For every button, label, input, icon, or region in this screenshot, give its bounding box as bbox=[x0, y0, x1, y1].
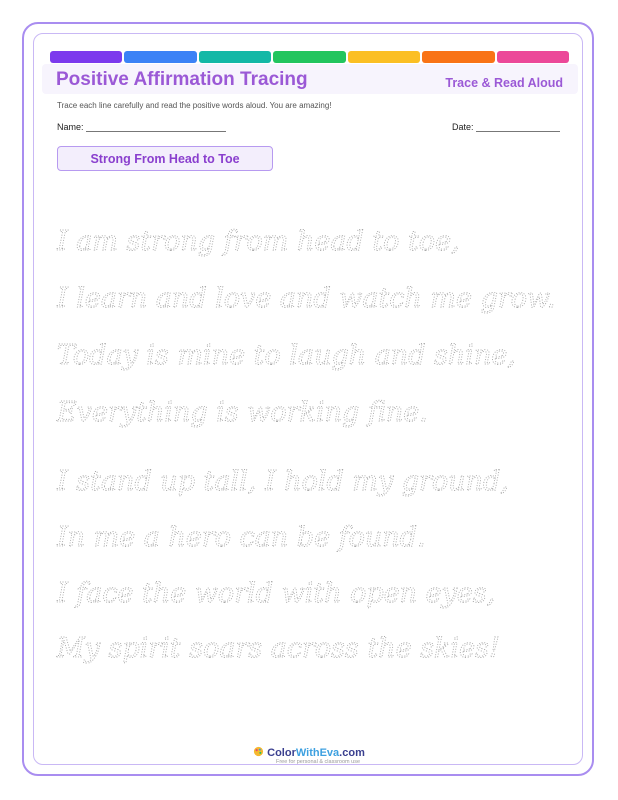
brand-name: ColorWithEva.com bbox=[0, 746, 618, 759]
date-label: Date: bbox=[451, 122, 474, 132]
footer-tagline: Free for personal & classroom use bbox=[275, 759, 361, 765]
tracing-line: My spirit soars across the skies! bbox=[57, 633, 500, 664]
tracing-line: I am strong from head to toe, bbox=[57, 226, 460, 257]
instructions: Trace each line carefully and read the positive words aloud. You are amazing! bbox=[57, 101, 332, 110]
tracing-line: Today is mine to laugh and shine, bbox=[57, 340, 516, 371]
poem-title: Strong From Head to Toe bbox=[57, 146, 273, 171]
page-title: Positive Affirmation Tracing bbox=[56, 69, 308, 90]
tracing-line: I face the world with open eyes, bbox=[57, 578, 496, 609]
palette-icon bbox=[253, 746, 264, 757]
tracing-line: Everything is working fine. bbox=[57, 397, 428, 428]
tracing-line: I learn and love and watch me grow. bbox=[57, 283, 556, 314]
tracing-line: In me a hero can be found. bbox=[57, 522, 426, 553]
footer-logo[interactable] bbox=[0, 746, 618, 765]
tracing-line: I stand up tall, I hold my ground, bbox=[57, 466, 509, 497]
page-subtitle: Trace & Read Aloud bbox=[445, 76, 563, 90]
name-label: Name: bbox=[57, 122, 84, 132]
